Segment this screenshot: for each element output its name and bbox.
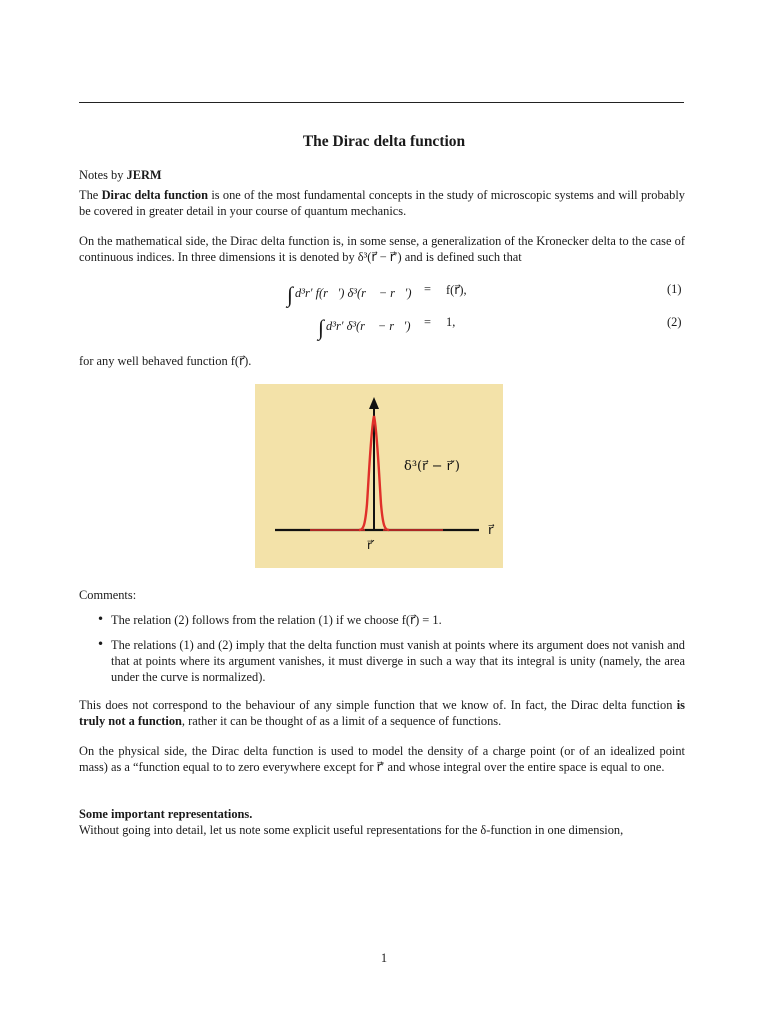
representations-heading	[79, 806, 685, 822]
author-line	[79, 167, 685, 183]
top-rule	[79, 102, 684, 103]
bullet-1-text: The relation (2) follows from the relation (1) if we choose f(r⃗) = 1.	[111, 613, 442, 627]
bullet-2-text: The relations (1) and (2) imply that the delta function must vanish at points where its argument does not vanish and that at points where its argument vanishes, it must diverge in such a way that its integral is unity (namely, the area under the curve is normalized).	[111, 638, 685, 684]
comments-heading: Comments:	[79, 588, 137, 602]
equation-1-number: (1)	[667, 282, 682, 296]
equation-2	[0, 315, 768, 340]
not-function-post: , rather it can be thought of as a limit of a sequence of functions.	[181, 714, 502, 728]
math-side-paragraph: On the mathematical side, the Dirac delta function is, in some sense, a generalization of the Kronecker delta to the case of continuous indices. In three dimensions it is denoted by δ³(r⃗ − r⃗′) and is defined such that	[79, 234, 685, 264]
axis-label: r⃗	[488, 523, 494, 538]
equation-1	[0, 282, 768, 307]
after-equations-text: for any well behaved function f(r⃗).	[79, 354, 252, 368]
intro-bold: Dirac delta function	[101, 188, 209, 202]
equation-1-equals: =	[424, 282, 431, 296]
equation-2-equals: =	[424, 315, 431, 329]
intro-pre: The	[79, 188, 102, 202]
physical-side-paragraph: On the physical side, the Dirac delta function is used to model the density of a charge point (or of an idealized point mass) as a “function equal to to zero everywhere except for r⃗′ and whose integral over the entire space is equal to one.	[79, 744, 685, 774]
intro-post: is one of the most fundamental concepts in the study of microscopic systems and will probably be covered in greater detail in your course of quantum mechanics.	[79, 188, 685, 218]
origin-label: r⃗′	[367, 538, 375, 552]
not-function-pre: This does not correspond to the behaviour of any simple function that we know of. In fact, the Dirac delta function	[79, 698, 677, 712]
page-title: The Dirac delta function	[302, 133, 466, 150]
equation-2-number: (2)	[667, 315, 682, 329]
equation-1-rhs: f(r⃗),	[446, 283, 467, 297]
integral-sign: ∫	[318, 315, 325, 340]
bullet-1-marker: •	[97, 612, 105, 626]
delta-function-figure	[255, 384, 503, 568]
integral-sign: ∫	[287, 282, 294, 307]
equation-1-lhs: ∫ d³r′ f(r⃗′) δ³(r⃗ − r⃗′)	[287, 282, 412, 307]
delta-function-plot	[255, 384, 503, 568]
author-name: JERM	[126, 168, 162, 182]
page-number: 1	[380, 951, 388, 965]
representations-paragraph: Without going into detail, let us note some explicit useful representations for the δ-function in one dimension,	[79, 823, 624, 837]
representations-heading-text: Some important representations.	[79, 807, 253, 821]
not-function-paragraph	[79, 697, 685, 729]
equation-2-rhs: 1,	[446, 315, 456, 329]
bullet-2-marker: •	[97, 637, 105, 651]
delta-label: δ³(r⃗ − r⃗′)	[404, 459, 460, 474]
intro-paragraph	[79, 187, 685, 219]
arrow-head-icon	[369, 397, 379, 409]
author-prefix: Notes by	[79, 168, 127, 182]
not-function-bold: is truly not a function	[79, 698, 685, 728]
equation-2-lhs: ∫ d³r′ δ³(r⃗ − r⃗′)	[318, 315, 411, 340]
